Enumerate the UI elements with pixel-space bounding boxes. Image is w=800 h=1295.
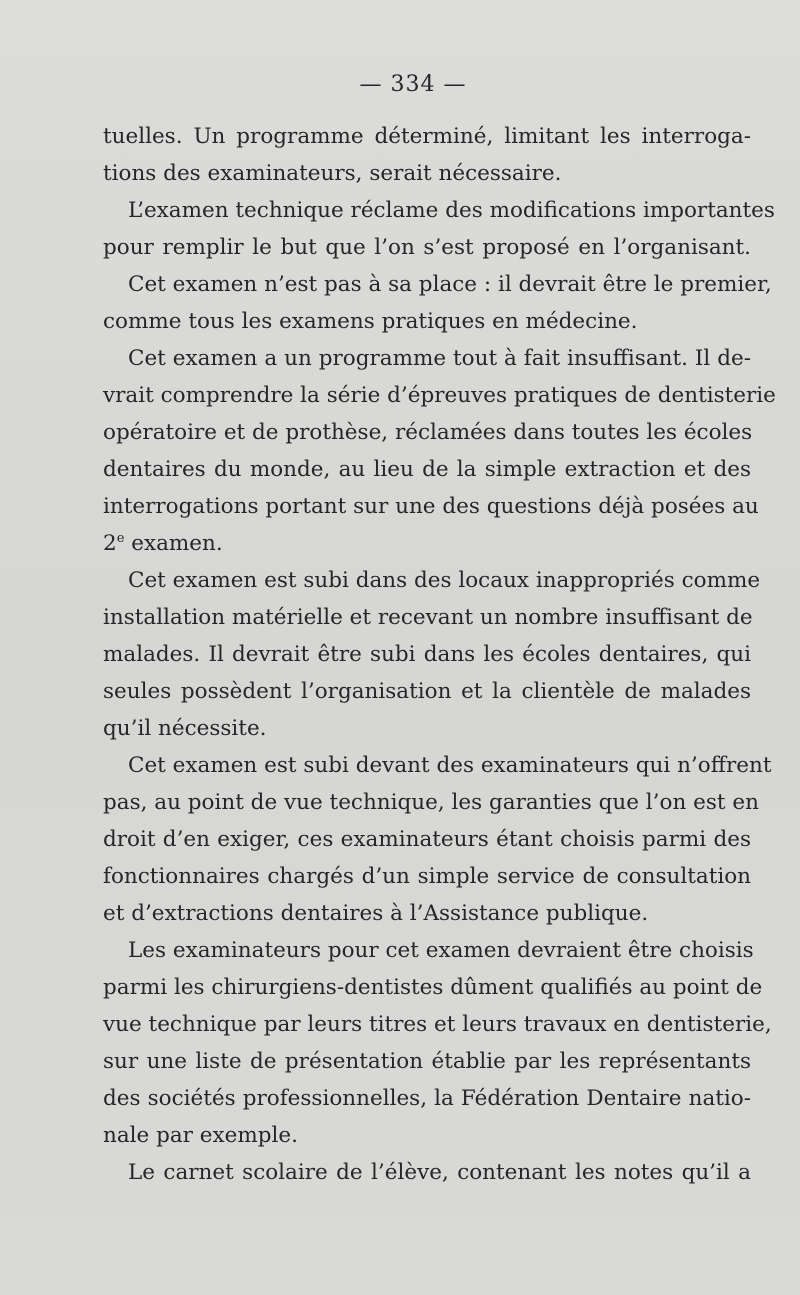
- text-line: comme tous les examens pratiques en médecine.: [103, 309, 638, 334]
- text-line: nale par exemple.: [103, 1123, 298, 1148]
- text-line: installation matérielle et recevant un nombre insuffisant de: [103, 605, 753, 630]
- text-line: tuelles. Un programme déterminé, limitant les interroga-: [103, 124, 751, 149]
- page-number: — 334 —: [359, 72, 467, 97]
- text-line: opératoire et de prothèse, réclamées dans toutes les écoles: [103, 420, 753, 445]
- text-line: seules possèdent l’organisation et la clientèle de malades: [103, 679, 751, 704]
- text-line-rest: examen.: [124, 531, 223, 556]
- text-line: interrogations portant sur une des questions déjà posées au: [103, 494, 759, 519]
- text-line: tions des examinateurs, serait nécessaire.: [103, 161, 562, 186]
- text-line: droit d’en exiger, ces examinateurs étant choisis parmi des: [103, 827, 751, 852]
- text-line: et d’extractions dentaires à l’Assistance publique.: [103, 901, 649, 926]
- text-line: Le carnet scolaire de l’élève, contenant les notes qu’il a: [128, 1160, 751, 1185]
- text-line: dentaires du monde, au lieu de la simple extraction et des: [103, 457, 751, 482]
- text-line: vue technique par leurs titres et leurs travaux en dentisterie,: [103, 1012, 772, 1037]
- ordinal-number: 2: [103, 531, 117, 556]
- text-line: pour remplir le but que l’on s’est proposé en l’organisant.: [103, 235, 751, 260]
- text-line: Cet examen est subi devant des examinateurs qui n’offrent: [128, 753, 772, 778]
- body-text: [103, 118, 776, 1191]
- text-line: Les examinateurs pour cet examen devraient être choisis: [128, 938, 754, 963]
- text-line: malades. Il devrait être subi dans les écoles dentaires, qui: [103, 642, 751, 667]
- text-line: sur une liste de présentation établie par les représentants: [103, 1049, 751, 1074]
- text-line: pas, au point de vue technique, les garanties que l’on est en: [103, 790, 759, 815]
- text-line: vrait comprendre la série d’épreuves pratiques de dentisterie: [103, 383, 776, 408]
- text-line: parmi les chirurgiens-dentistes dûment qualifiés au point de: [103, 975, 763, 1000]
- text-line: qu’il nécessite.: [103, 716, 267, 741]
- text-line: Cet examen a un programme tout à fait insuffisant. Il de-: [128, 346, 751, 371]
- text-line: Cet examen n’est pas à sa place : il devrait être le premier,: [128, 272, 772, 297]
- text-line: des sociétés professionnelles, la Fédération Dentaire natio-: [103, 1086, 751, 1111]
- text-line: L’examen technique réclame des modifications importantes: [128, 198, 775, 223]
- text-line: fonctionnaires chargés d’un simple service de consultation: [103, 864, 751, 889]
- text-line: [103, 525, 751, 562]
- ordinal-suffix: e: [116, 531, 125, 546]
- text-line: Cet examen est subi dans des locaux inappropriés comme: [128, 568, 761, 593]
